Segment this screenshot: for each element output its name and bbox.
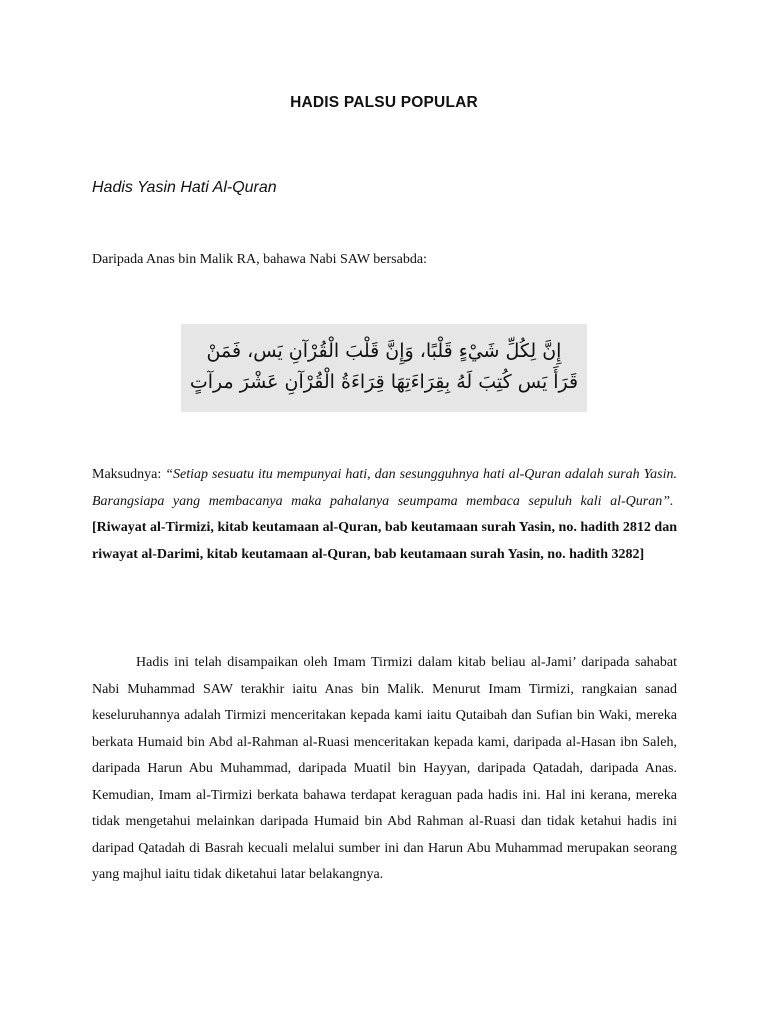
arabic-hadith-box	[181, 324, 587, 412]
meaning-label: Maksudnya:	[92, 467, 166, 482]
section-subtitle: Hadis Yasin Hati Al-Quran	[92, 179, 277, 196]
arabic-line-1: إِنَّ لِكُلِّ شَيْءٍ قَلْبًا، وَإِنَّ قَلْبَ الْقُرْآنِ يَس، فَمَنْ	[206, 340, 562, 362]
hadith-reference: [Riwayat al-Tirmizi, kitab keutamaan al-Quran, bab keutamaan surah Yasin, no. hadith 2812 dan riwayat al-Darimi, kitab keutamaan al-Quran, bab keutamaan surah Yasin, no. hadith 3282]	[92, 520, 677, 562]
page-title: HADIS PALSU POPULAR	[290, 94, 478, 111]
arabic-line-2: قَرَأَ يَس كُتِبَ لَهُ بِقِرَاءَتِهَا قِرَاءَةُ الْقُرْآنِ عَشْرَ مرآتٍ	[189, 371, 579, 393]
body-paragraph: Hadis ini telah disampaikan oleh Imam Tirmizi dalam kitab beliau al-Jami’ daripada sahabat Nabi Muhammad SAW terakhir iaitu Anas bin Malik. Menurut Imam Tirmizi, rangkaian sanad keseluruhannya adalah Tirmizi menceritakan kepada kami iaitu Qutaibah dan Sufian bin Waki, mereka berkata Humaid bin Abd al-Rahman al-Ruasi menceritakan kepada kami, daripada al-Hasan ibn Saleh, daripada Harun Abu Muhammad, daripada Muatil bin Hayyan, daripada Qatadah, daripada Anas. Kemudian, Imam al-Tirmizi berkata bahawa terdapat keraguan pada hadis ini. Hal ini kerana, mereka tidak mengetahui melainkan daripada Humaid bin Abd Rahman al-Ruasi dan tidak ketahui hadis ini daripad Qatadah di Basrah kecuali melalui sumber ini dan Harun Abu Muhammad merupakan seorang yang majhul iaitu tidak diketahui latar belakangnya.	[92, 655, 677, 882]
meaning-paragraph	[92, 462, 677, 568]
meaning-quote: “Setiap sesuatu itu mempunyai hati, dan sesungguhnya hati al-Quran adalah surah Yasin. Barangsiapa yang membacanya maka pahalanya seumpama membaca sepuluh kali al-Quran”.	[92, 467, 678, 509]
intro-text: Daripada Anas bin Malik RA, bahawa Nabi SAW bersabda:	[92, 252, 427, 267]
